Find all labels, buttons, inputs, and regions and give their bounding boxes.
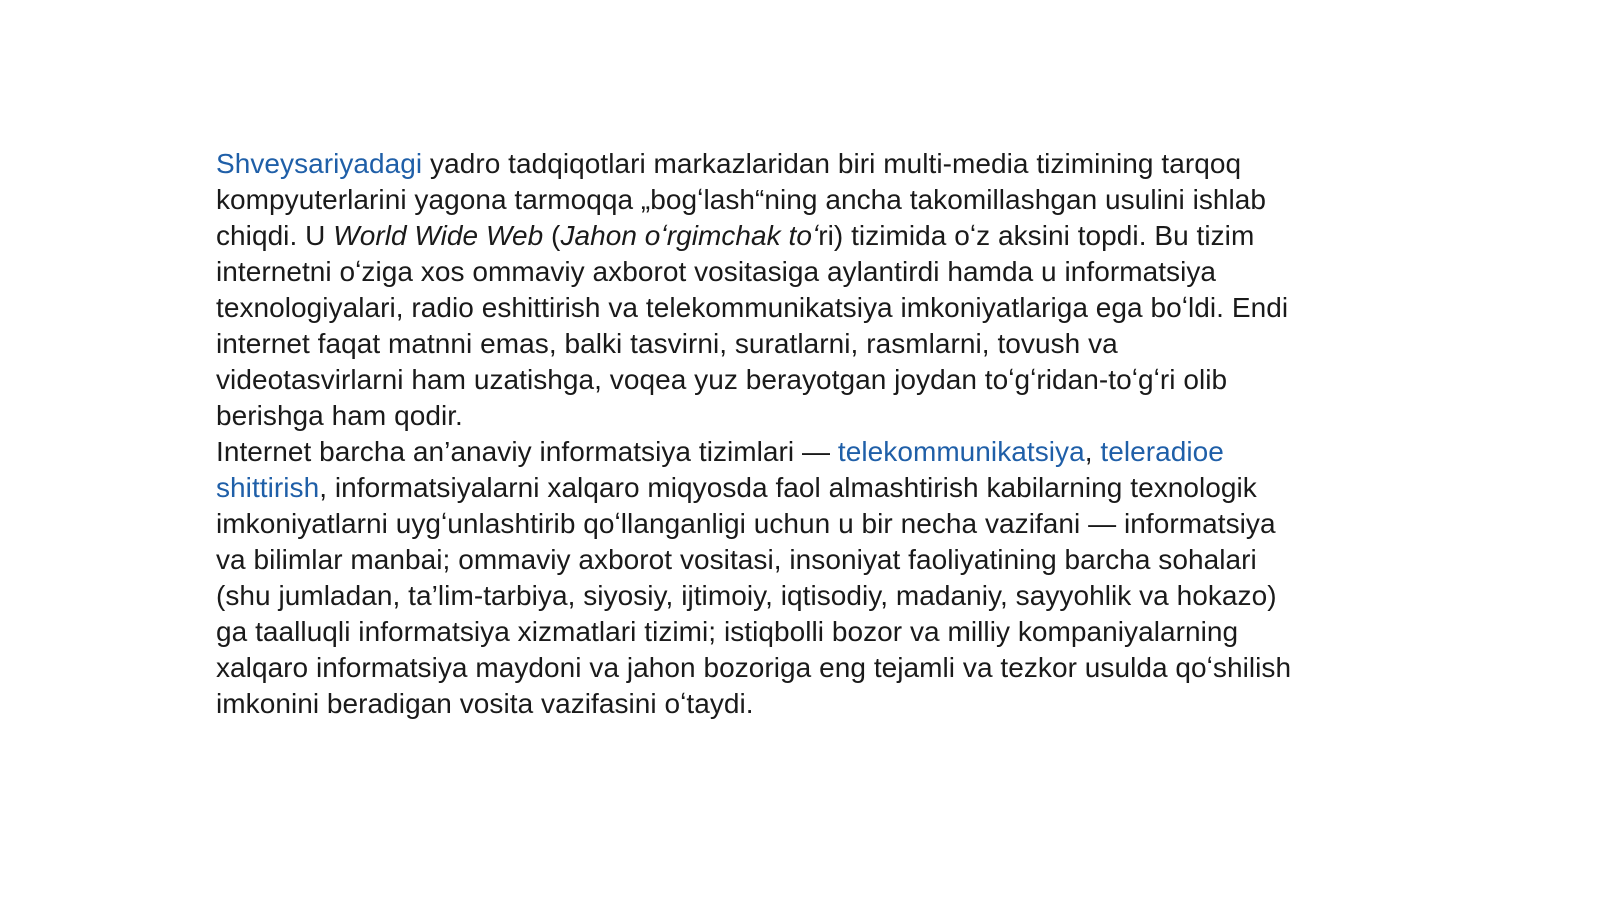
body-text <box>216 146 1306 722</box>
link-telekommunikatsiya[interactable]: telekommunikatsiya <box>837 436 1085 467</box>
italic-world-wide-web: World Wide Web <box>333 220 544 251</box>
italic-jahon-orgimchak: Jahon oʻrgimchak toʻ <box>560 220 819 251</box>
paragraph-2 <box>216 434 1306 722</box>
paragraph-1-text-c: ri) tizimida oʻz aksini topdi. Bu tizim internetni oʻziga xos ommaviy axborot vositasiga aylantirdi hamda u informatsiya texnologiyalari, radio eshittirish va telekommunikatsiya imkoniyatlariga ega boʻldi. Endi internet faqat matnni emas, balki tasvirni, suratlarni, rasmlarni, tovush va videotasvirlarni ham uzatishga, voqea yuz berayotgan joydan toʻgʻridan-toʻgʻri olib berishga ham qodir. <box>216 220 1289 431</box>
link-shveysariyadagi[interactable]: Shveysariyadagi <box>216 148 423 179</box>
paragraph-1 <box>216 146 1306 434</box>
paragraph-2-separator: , <box>1084 436 1101 467</box>
link-teleradioeshittirish-part1: teleradioe <box>1100 436 1224 467</box>
paragraph-2-text-b: , informatsiyalarni xalqaro miqyosda faol almashtirish kabilarning texnologik imkoniyatlarni uygʻunlashtirib qoʻllanganligi uchun u bir necha vazifani — informatsiya va bilimlar manbai; ommaviy axborot vositasi, insoniyat faoliyatining barcha sohalari (shu jumladan, ta’lim-tarbiya, siyosiy, ijtimoiy, iqtisodiy, madaniy, sayyohlik va hokazo) ga taalluqli informatsiya xizmatlari tizimi; istiqbolli bozor va milliy kompaniyalarning xalqaro informatsiya maydoni va jahon bozoriga eng tejamli va tezkor usulda qoʻshilish imkonini beradigan vosita vazifasini oʻtaydi. <box>216 472 1292 719</box>
paragraph-2-text-a: Internet barcha an’anaviy informatsiya tizimlari — <box>216 436 838 467</box>
paragraph-1-text-b: ( <box>543 220 561 251</box>
link-teleradioeshittirish-part2: shittirish <box>216 472 320 503</box>
paragraph-1-text-a: yadro tadqiqotlari markazlaridan biri multi-media tizimining tarqoq kompyuterlarini yagona tarmoqqa „bogʻlash“ning ancha takomillashgan usulini ishlab chiqdi. U <box>216 148 1267 251</box>
